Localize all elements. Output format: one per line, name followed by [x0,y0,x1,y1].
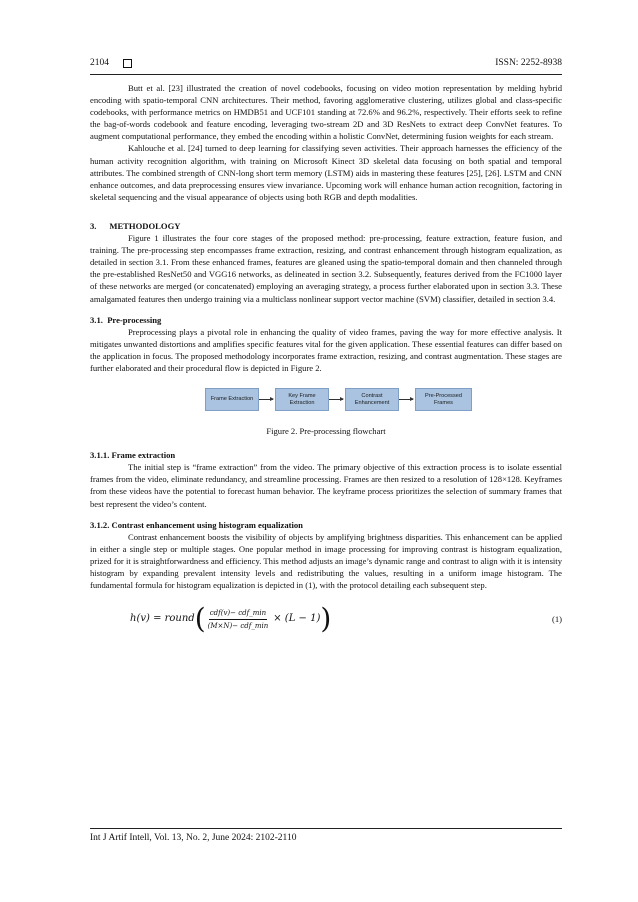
paragraph-contrast-enhancement: Contrast enhancement boosts the visibility of objects by amplifying brightness disparities. This enhancement can be applied in either a single step or multiple stages. One popular method in image processing for improving contrast is histogram equalization, prized for it is straightforwardness and efficiency. This method adjusts an image’s dynamic range and contrast to align with it is intensity histogram by expanding prevalent intensity levels and redistributing the values, resulting in a uniform image histogram. The fundamental formula for histogram equalization is depicted in (1), with the protocol detailing each subsequent step. [90,531,562,591]
page-header [90,58,562,74]
equation-denominator: (M×N)− cdf_min [207,621,269,630]
flow-box-frame-extraction: Frame Extraction [205,388,259,411]
flow-arrow [399,399,413,400]
flow-box-pre-processed-frames: Pre-Processed Frames [415,388,472,411]
equation-rhs: × (L − 1) [273,613,321,625]
square-icon [123,59,132,68]
section-heading-preprocessing: 3.1. Pre-processing [90,314,162,325]
section-heading-methodology: 3. METHODOLOGY [90,220,181,231]
equation-number: (1) [551,614,562,625]
equation-lhs: h(v) = round [130,613,195,625]
section-heading-contrast-enhancement: 3.1.2. Contrast enhancement using histogram equalization [90,519,303,530]
paragraph-butt: Butt et al. [23] illustrated the creation of novel codebooks, focusing on video motion representation by melding hybrid encoding with spatio-temporal CNN architectures. Their method, favoring agglomerative clustering, utilizes global and class-specific codebooks, with performance metrics on HMDB51 and UCF101 standing at 72.6% and 96.2%, respectively. Their efforts seek to refine the bag-of-words codebook and feature encoding, leveraging two-stream 2D and 3D ResNets to extract deep ConvNet features. To augment computational performance, they embed the encoding within a holistic ConvNet, determining fusion weights for each stream. [90,83,562,142]
paragraph-preprocessing: Preprocessing plays a pivotal role in enhancing the quality of video frames, paving the way for more effective analysis. It mitigates unwanted distortions and amplifies specific features vital for the given application. These essential features can differ based on the application in focus. The proposed methodology incorporates frame extraction, resizing, and contrast augmentation. These stages are further elaborated and their procedural flow is depicted in Figure 2. [90,326,562,373]
page-number: 2104 [90,58,109,68]
paragraph-frame-extraction: The initial step is “frame extraction” from the video. The primary objective of this extraction process is to isolate essential frames from the video, eliminate redundancy, and streamline processing. Frames are then resized to a resolution of 128×128. Keyframes from these videos have the potential to forecast human behavior. The keyframe process prioritizes the selection of summary frames that best represent the video’s content. [90,462,562,509]
footer-rule [90,828,562,829]
flow-box-key-frame-extraction: Key Frame Extraction [275,388,329,411]
page-footer: Int J Artif Intell, Vol. 13, No. 2, June 2024: 2102-2110 [90,833,297,843]
flow-arrow [329,399,343,400]
paper-page [90,0,562,902]
paragraph-methodology: Figure 1 illustrates the four core stages of the proposed method: pre-processing, feature extraction, feature fusion, and training. The pre-processing step encompasses frame extraction, resizing, and contrast enhancement through histogram equalization, as detailed in section 3.1. From these enhanced frames, features are gleaned using the spatio-temporal domain and then channeled through the pre-established ResNet50 and VGG16 networks, as delineated in section 3.2. Subsequently, features derived from the FC1000 layer of these networks are merged (or concatenated) employing an averaging strategy, a process further elaborated upon in section 3.3. These amalgamated features then undergo training via a multiclass nonlinear support vector machine (SVM) classifier, detailed in section 3.4. [90,233,562,304]
preprocessing-flowchart [205,388,475,412]
equation-1: h(v) = round ( $\frac{\text{cdf(v)− cdf\_min}}{\text{(M×N)− cdf\_min}}$ × (L − 1) ) (1) [130,602,562,636]
paragraph-kahlouche: Kahlouche et al. [24] turned to deep learning for classifying seven activities. Their approach harnesses the efficiency of the human activity recognition algorithm, with training on Microsoft Kinect 3D skeletal data focusing on both spatial and temporal attributes. The combined strength of CNN-long short term memory (LSTM) aids in mastering these features [25], [26]. LSTM and CNN enhance outcomes, and data preprocessing ensures view invariance. Upcoming work will enhance human action recognition, factoring in skeletal sequencing and the visual appearance of objects using both RGB and depth modalities. [90,143,562,202]
issn: ISSN: 2252-8938 [495,58,562,68]
equation-numerator: cdf(v)− cdf_min [209,607,267,620]
flow-arrow [259,399,273,400]
flow-box-contrast-enhancement: Contrast Enhancement [345,388,399,411]
page-body [90,82,562,639]
section-heading-frame-extraction: 3.1.1. Frame extraction [90,450,176,461]
header-rule [90,74,562,75]
figure-caption: Figure 2. Pre-processing flowchart [266,426,386,437]
